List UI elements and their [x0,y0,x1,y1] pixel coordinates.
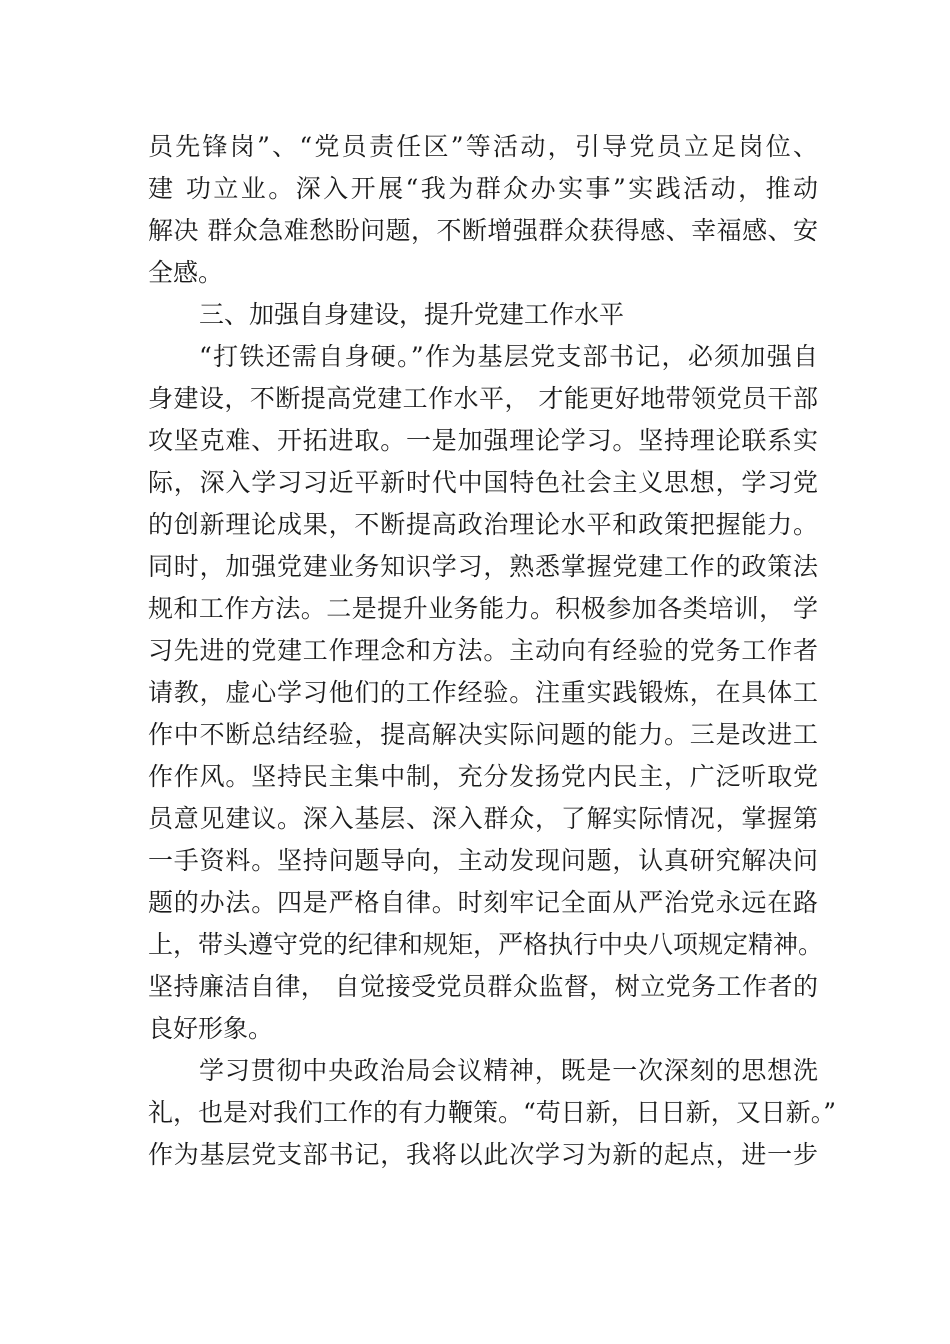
text-line: 同时，加强党建业务知识学习，熟悉掌握党建工作的政策法 [148,552,818,581]
text-line: 坚持廉洁自律， 自觉接受党员群众监督，树立党务工作者的 [148,972,818,1001]
text-line: 员意见建议。深入基层、深入群众，了解实际情况，掌握第 [148,804,818,833]
text-line: 身建设，不断提高党建工作水平， 才能更好地带领党员干部 [148,384,818,413]
text-line: 学习贯彻中央政治局会议精神，既是一次深刻的思想洗 [199,1056,818,1085]
text-line: 员先锋岗”、“党员责任区”等活动，引导党员立足岗位、 [148,132,818,161]
text-line: 习先进的党建工作理念和方法。主动向有经验的党务工作者 [148,636,818,665]
text-line: 攻坚克难、开拓进取。一是加强理论学习。坚持理论联系实 [148,426,818,455]
text-line: 解决 群众急难愁盼问题，不断增强群众获得感、幸福感、安 [148,216,818,245]
text-line: 建 功立业。深入开展“我为群众办实事”实践活动，推动 [148,174,818,203]
text-line: “打铁还需自身硬。”作为基层党支部书记，必须加强自 [199,342,818,371]
text-line: 良好形象。 [148,1014,274,1043]
text-line: 作中不断总结经验，提高解决实际问题的能力。三是改进工 [148,720,818,749]
text-line: 际，深入学习习近平新时代中国特色社会主义思想，学习党 [148,468,818,497]
text-line: 的创新理论成果，不断提高政治理论水平和政策把握能力。 [148,510,818,539]
text-line: 礼，也是对我们工作的有力鞭策。“苟日新，日日新，又日新。” [148,1098,837,1127]
text-line: 上，带头遵守党的纪律和规矩，严格执行中央八项规定精神。 [148,930,824,959]
text-line: 作为基层党支部书记，我将以此次学习为新的起点，进一步 [148,1140,818,1169]
text-line: 题的办法。四是严格自律。时刻牢记全面从严治党永远在路 [148,888,818,917]
text-line: 一手资料。坚持问题导向，主动发现问题，认真研究解决问 [148,846,818,875]
section-heading: 三、加强自身建设，提升党建工作水平 [199,300,625,329]
text-line: 作作风。坚持民主集中制，充分发扬党内民主，广泛听取党 [148,762,818,791]
text-line: 请教，虚心学习他们的工作经验。注重实践锻炼，在具体工 [148,678,818,707]
text-line: 全感。 [148,258,224,287]
text-line: 规和工作方法。二是提升业务能力。积极参加各类培训， 学 [148,594,818,623]
